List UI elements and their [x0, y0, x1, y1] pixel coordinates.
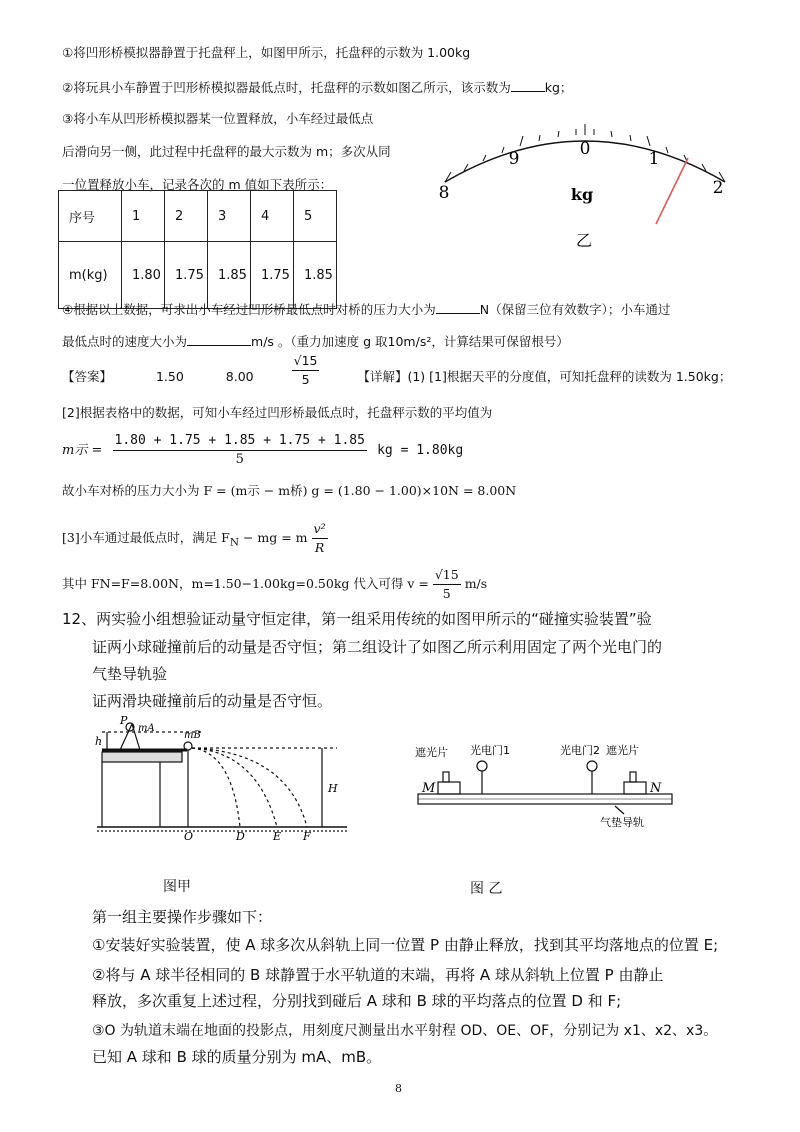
table-cell: 3 — [208, 191, 251, 242]
table-cell: m(kg) — [59, 242, 122, 309]
q12-text-1: 12、两实验小组想验证动量守恒定律，第一组采用传统的如图甲所示的“碰撞实验装置”验 — [62, 610, 652, 628]
table-cell: 1.75 — [251, 242, 294, 309]
blank-2 — [511, 78, 545, 92]
fig-label-h: h — [95, 735, 103, 748]
fig-label-M: M — [422, 781, 436, 796]
fig-label-mA: mA — [138, 723, 155, 734]
detail-2: [2]根据表格中的数据，可知小车经过凹形桥最低点时，托盘秤示数的平均值为 — [62, 405, 493, 420]
table-cell: 4 — [251, 191, 294, 242]
blank-speed — [187, 332, 251, 346]
detail-5: 其中 FN=F=8.00N，m=1.50−1.00kg=0.50kg 代入可得 v = $\frac{√15}{5}$ m/s — [62, 567, 488, 601]
fig-label-mB: mB — [184, 730, 201, 741]
scale-dial-figure — [420, 100, 760, 260]
table-cell: 1.85 — [208, 242, 251, 309]
step-3-text: ③将小车从凹形桥模拟器某一位置释放，小车经过最低点 — [62, 111, 374, 126]
table-row — [59, 242, 337, 309]
page-number: 8 — [395, 1082, 402, 1095]
table-cell: 1.75 — [165, 242, 208, 309]
q12-text-3: 气垫导轨验 — [92, 665, 168, 683]
dial-tick-label: 1 — [648, 149, 660, 169]
step-4-text-cont: 最低点时的速度大小为 m/s 。（重力加速度 g 取10m/s²，计算结果可保留根号） — [62, 334, 569, 349]
mean-fraction: $\frac{1.80 + 1.75 + 1.85 + 1.75 + 1.85}{5}$ — [114, 433, 365, 467]
measurement-table — [58, 190, 337, 309]
fig-label-gate-2: 光电门2 — [560, 744, 600, 757]
air-track-figure — [410, 740, 690, 830]
fig-label-D: D — [236, 830, 245, 842]
detail-4: [3]小车通过最低点时，满足 $F_N$ − mg = m $\frac{\text{v²}}{R}$ — [62, 521, 326, 555]
centripetal-fraction: $\frac{\text{v²}}{R}$ — [313, 521, 326, 555]
fig-label-H: H — [328, 782, 338, 795]
dial-tick-label: 0 — [579, 139, 591, 159]
fig-label-gate-1: 光电门1 — [470, 744, 510, 757]
answer-line: 【答案】 1.50 8.00 $\frac{√15}{5}$ 【详解】(1) [1]根据天平的分度值，可知托盘秤的读数为 1.50kg； — [62, 353, 732, 387]
table-header-row — [59, 191, 337, 242]
dial-unit: kg — [570, 185, 594, 204]
table-cell: 1.85 — [294, 242, 337, 309]
step-3-cont: 已知 A 球和 B 球的质量分别为 mA、mB。 — [92, 1048, 382, 1066]
table-cell: 序号 — [59, 191, 122, 242]
fig-label-shade-2: 遮光片 — [606, 744, 639, 757]
steps-title: 第一组主要操作步骤如下： — [92, 908, 273, 926]
step-3: ③O 为轨道末端在地面的投影点，用刻度尺测量出水平射程 OD、OE、OF，分别记为 x1、x2、x3。 — [92, 1023, 718, 1039]
fig-label-track: 气垫导轨 — [600, 816, 644, 829]
collision-apparatus-figure — [92, 712, 362, 842]
table-cell: 5 — [294, 191, 337, 242]
table-cell: 2 — [165, 191, 208, 242]
fig-b-caption: 图 乙 — [470, 881, 503, 897]
figure-label: 乙 — [575, 231, 593, 250]
fig-label-N: N — [650, 781, 662, 796]
step-3-text-cont: 后滑向另一侧，此过程中托盘秤的最大示数为 m；多次从同 — [62, 144, 391, 159]
step-4-text: ④根据以上数据，可求出小车经过凹形桥最低点时对桥的压力大小为 N（保留三位有效数字）；小车通过 — [62, 302, 671, 317]
dial-tick-label: 8 — [438, 183, 450, 203]
dial-pointer — [656, 158, 688, 224]
fig-label-E: E — [273, 830, 282, 842]
step-3-text-cont2: 一位置释放小车，记录各次的 m 值如下表所示： — [62, 177, 333, 192]
step-1-text: ①将凹形桥模拟器静置于托盘秤上，如图甲所示，托盘秤的示数为 1.00kg — [62, 45, 471, 60]
table-cell: 1 — [122, 191, 165, 242]
step-2-cont: 释放，多次重复上述过程，分别找到碰后 A 球和 B 球的平均落点的位置 D 和 F; — [92, 992, 622, 1010]
speed-fraction: $\frac{√15}{5}$ — [434, 567, 459, 601]
q12-text-2: 证两小球碰撞前后的动量是否守恒；第二组设计了如图乙所示利用固定了两个光电门的 — [92, 638, 663, 656]
q12-text-4: 证两滑块碰撞前后的动量是否守恒。 — [92, 692, 333, 710]
dial-tick-label: 2 — [712, 178, 724, 198]
blank-force — [436, 300, 480, 314]
step-2-text: ②将玩具小车静置于凹形桥模拟器最低点时，托盘秤的示数如图乙所示，该示数为 kg； — [62, 80, 573, 95]
fig-label-P: P — [120, 714, 128, 727]
detail-3: 故小车对桥的压力大小为 F = (m示 − m桥) g = (1.80 − 1.00)×10N = 8.00N — [62, 483, 517, 498]
fig-label-O: O — [184, 830, 194, 842]
step-2: ②将与 A 球半径相同的 B 球静置于水平轨道的末端，再将 A 球从斜轨上位置 P 由静止 — [92, 966, 664, 984]
fig-label-F: F — [303, 830, 311, 842]
answer-fraction: $\frac{√15}{5}$ — [293, 353, 318, 387]
fig-label-shade-1: 遮光片 — [415, 746, 448, 759]
table-cell: 1.80 — [122, 242, 165, 309]
dial-tick-label: 9 — [508, 149, 520, 169]
fig-a-caption: 图甲 — [163, 879, 191, 895]
mean-formula: m示 = $\frac{1.80 + 1.75 + 1.85 + 1.75 + 1.85}{5}$ kg = 1.80kg — [62, 433, 464, 467]
step-1: ①安装好实验装置，使 A 球多次从斜轨上同一位置 P 由静止释放，找到其平均落地点的位置 E; — [92, 936, 719, 954]
